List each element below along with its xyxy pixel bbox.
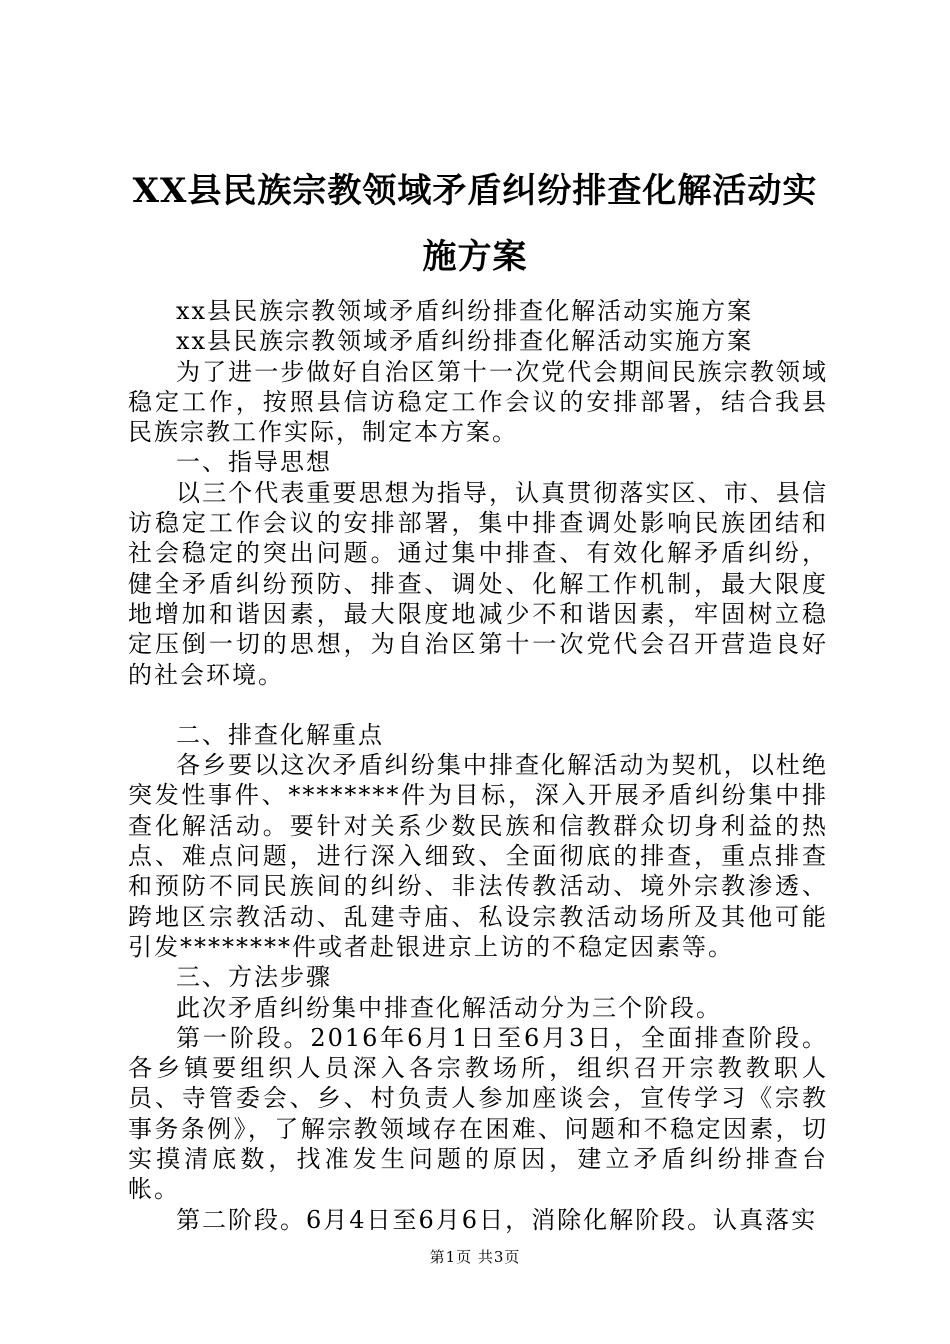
document-body (128, 296, 828, 1235)
page-number: 第1页 共3页 (429, 1248, 521, 1266)
body-paragraph: 第一阶段。2016年6月1日至6月3日，全面排查阶段。各乡镇要组织人员深入各宗教场所，组织召开宗教教职人员、寺管委会、乡、村负责人参加座谈会，宣传学习《宗教事务条例》，了解宗教领域存在困难、问题和不稳定因素，切实摸清底数，找准发生问题的原因，建立矛盾纠纷排查台帐。 (128, 1023, 828, 1204)
body-paragraph: 以三个代表重要思想为指导，认真贯彻落实区、市、县信访稳定工作会议的安排部署，集中排查调处影响民族团结和社会稳定的突出问题。通过集中排查、有效化解矛盾纠纷，健全矛盾纠纷预防、排查、调处、化解工作机制，最大限度地增加和谐因素，最大限度地减少不和谐因素，牢固树立稳定压倒一切的思想，为自治区第十一次党代会召开营造良好的社会环境。 (128, 478, 828, 689)
body-paragraph: 此次矛盾纠纷集中排查化解活动分为三个阶段。 (176, 993, 722, 1022)
page-footer (0, 1246, 950, 1267)
body-paragraph: 第二阶段。6月4日至6月6日，消除化解阶段。认真落实 (176, 1205, 818, 1234)
body-paragraph: 各乡要以这次矛盾纠纷集中排查化解活动为契机，以杜绝突发性事件、********件为目标，深入开展矛盾纠纷集中排查化解活动。要针对关系少数民族和信教群众切身利益的热点、难点问题，进行深入细致、全面彻底的排查，重点排查和预防不同民族间的纠纷、非法传教活动、境外宗教渗透、跨地区宗教活动、乱建寺庙、私设宗教活动场所及其他可能引发********件或者赴银进京上访的不稳定因素等。 (128, 751, 828, 961)
title-line-1: XX县民族宗教领域矛盾纠纷排查化解活动实 (132, 171, 818, 211)
intro-paragraph: 为了进一步做好自治区第十一次党代会期间民族宗教领域稳定工作，按照县信访稳定工作会议的安排部署，结合我县民族宗教工作实际，制定本方案。 (128, 357, 828, 447)
title-line-2: 施方案 (422, 237, 528, 277)
section-heading: 三、方法步骤 (176, 963, 332, 992)
section-heading: 二、排查化解重点 (176, 720, 384, 749)
section-heading: 一、指导思想 (176, 448, 332, 477)
subtitle-line: xx县民族宗教领域矛盾纠纷排查化解活动实施方案 (176, 327, 754, 356)
subtitle-line: xx县民族宗教领域矛盾纠纷排查化解活动实施方案 (176, 297, 754, 325)
document-title (110, 158, 840, 290)
